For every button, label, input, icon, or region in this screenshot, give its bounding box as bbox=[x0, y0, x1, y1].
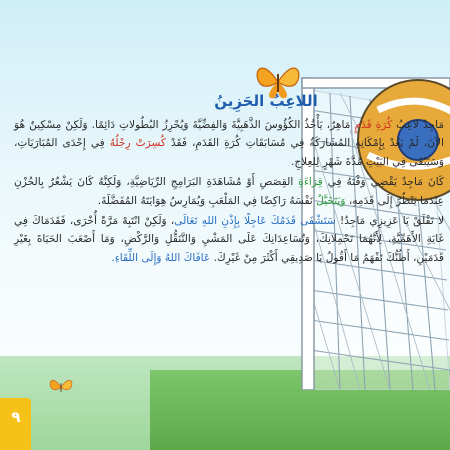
text-segment: لا تَقْلَقْ يَا عَزِيزِي مَاجِدُ! bbox=[335, 215, 444, 228]
butterfly-icon bbox=[48, 376, 74, 398]
highlight-blue: عَافَاكَ اللهُ وَإِلَى اللِّقَاءِ. bbox=[111, 251, 211, 264]
text-segment: كَانَ مَاجِدٌ يَقْضِي وَقْتَهُ فِي bbox=[322, 176, 444, 189]
text-segment: مَاهِرٌ، يَأْخُذُ الكُؤُوسَ الذَّهَبِيَّةَ وَالفِضِّيَّةَ وَيُحْرِزُ البُطُولاتِ دَائِمًا. وَلَكِنْ مِسْكِينٌ هُوَ الآنَ، لَمْ يَعُدْ بِإِمْكَانِهِ المُشَارَكَةُ فِي مُسَابَقَاتِ كُرَةِ القَدَمِ، فَقَدْ bbox=[14, 119, 444, 150]
text-segment: نَفْسَهُ رَاكِضًا فِي المَلْعَبِ وَيُمَارِسُ هِوَايَتَهُ المُفَضَّلَةَ. bbox=[97, 194, 317, 207]
highlight-green: قِرَاءَةِ bbox=[298, 176, 323, 189]
highlight-red: كُرَةِ قَدَمٍ bbox=[354, 119, 393, 131]
text-segment: مَاجِدٌ لاعِبُ bbox=[392, 119, 445, 131]
highlight-blue: سَتَشْفَى قَدَمُكَ عَاجِلًا بِإِذْنِ اللهِ تَعَالَى bbox=[174, 215, 336, 228]
text-segment: القِصَصِ أَوْ مُشَاهَدَةِ البَرَامِجِ الرِّيَاضِيَّةِ، وَلَكِنَّهُ كَانَ يَشْعُرُ بِالحُزْنِ عِنْدَمَا يَنْظُرُ إِلَى قَدَمِهِ، bbox=[14, 176, 444, 207]
highlight-green: وَيَتَخَيَّلُ bbox=[316, 194, 346, 207]
story-text bbox=[14, 116, 444, 269]
text-segment: فِي إِحْدَى المُبَارَيَاتِ، وَسَيَبْقَى فِي البَيْتِ مُدَّةَ شَهْرٍ لِلعِلاجِ. bbox=[14, 137, 444, 168]
text-segment: ، وَلَكِنْ انْتَبِهْ مَرَّةً أُخْرَى، فَقَدَمَاكَ فِي غَايَةِ الأَهَمِّيَّةِ، لِأَنَّهُمَا تَحْمِلانِكَ، وَتُسَاعِدَانِكَ عَلَى المَشْيِ وَالتَّنَقُّلِ وَالرَّكْضِ، وَمَا أَصْعَبَ الحَيَاةَ بِغَيْرِ قَدَمَيْنِ، أَظُنُّكَ تَفْهَمُ مَا أَقُولُ يَا صَدِيقِي أَكْثَرَ مِنْ غَيْرِكَ. bbox=[14, 215, 444, 264]
paragraph-3 bbox=[14, 212, 444, 267]
paragraph-2 bbox=[14, 173, 444, 210]
page-number: ٩ bbox=[11, 408, 21, 426]
page-title: اللاعِبُ الحَزِينُ bbox=[214, 92, 318, 110]
highlight-red: كُسِرَتْ رِجْلُهُ bbox=[109, 137, 166, 150]
paragraph-1 bbox=[14, 116, 444, 171]
